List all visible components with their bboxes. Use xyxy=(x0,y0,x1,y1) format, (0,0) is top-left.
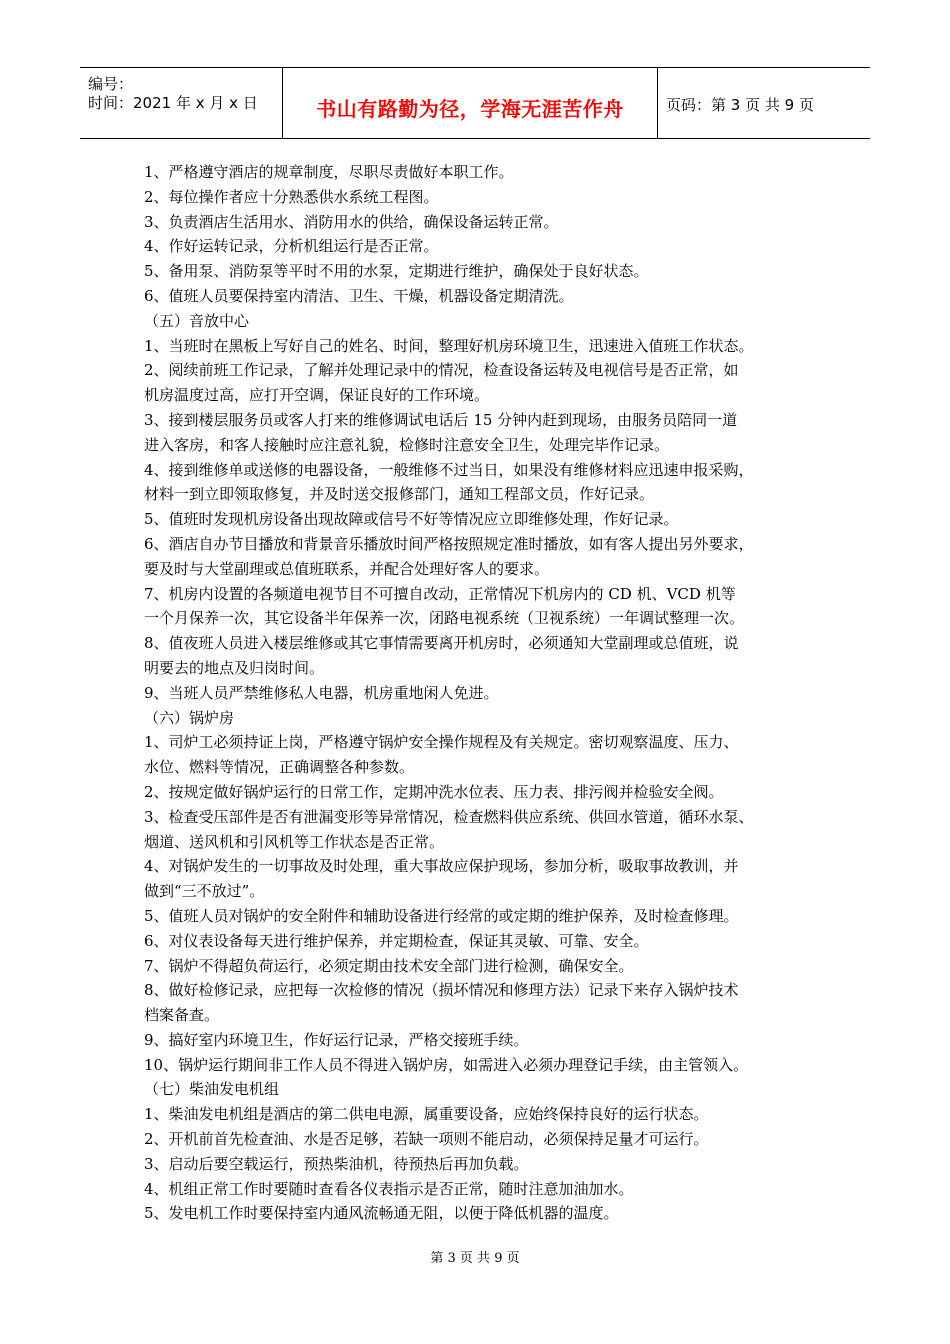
document-body xyxy=(144,160,824,1226)
text-line: 1、当班时在黑板上写好自己的姓名、时间，整理好机房环境卫生，迅速进入值班工作状态。 xyxy=(144,336,754,355)
header-info-cell xyxy=(80,68,283,138)
page-footer: 第 3 页 共 9 页 xyxy=(430,1251,520,1266)
header-motto: 书山有路勤为径，学海无涯苦作舟 xyxy=(316,97,624,121)
text-line: 一个月保养一次，其它设备半年保养一次，闭路电视系统（卫视系统）一年调试整理一次。 xyxy=(144,609,745,628)
text-line: 2、按规定做好锅炉运行的日常工作，定期冲洗水位表、压力表、排污阀并检验安全阀。 xyxy=(144,782,724,801)
text-line: 3、检查受压部件是否有泄漏变形等异常情况，检查燃料供应系统、供回水管道，循环水泵、 xyxy=(144,807,754,826)
page-header xyxy=(80,67,870,139)
text-line: 2、每位操作者应十分熟悉供水系统工程图。 xyxy=(144,187,439,206)
text-line: 7、锅炉不得超负荷运行，必须定期由技术安全部门进行检测，确保安全。 xyxy=(144,956,634,975)
text-line: 1、严格遵守酒店的规章制度，尽职尽责做好本职工作。 xyxy=(144,163,514,181)
text-line: 10、锅炉运行期间非工作人员不得进入锅炉房，如需进入必须办理登记手续，由主管领入。 xyxy=(144,1055,749,1074)
text-line: 4、对锅炉发生的一切事故及时处理，重大事故应保护现场，参加分析，吸取事故教训，并 xyxy=(144,857,739,876)
text-line: 3、启动后要空载运行，预热柴油机，待预热后再加负载。 xyxy=(144,1154,529,1173)
text-line: （五）音放中心 xyxy=(144,311,250,330)
document-time-label: 时间：2021 年 x 月 x 日 xyxy=(88,94,258,112)
text-line: 材料一到立即领取修复，并及时送交报修部门，通知工程部文员，作好记录。 xyxy=(144,485,655,504)
text-line: 5、备用泵、消防泵等平时不用的水泵，定期进行维护，确保处于良好状态。 xyxy=(144,262,649,281)
text-line: 明要去的地点及归岗时间。 xyxy=(144,658,325,677)
text-line: 档案备查。 xyxy=(144,1006,220,1025)
header-motto-cell xyxy=(283,68,658,138)
header-page-cell xyxy=(658,68,870,138)
text-line: 6、对仪表设备每天进行维护保养，并定期检查，保证其灵敏、可靠、安全。 xyxy=(144,931,649,950)
text-line: 1、司炉工必须持证上岗，严格遵守锅炉安全操作规程及有关规定。密切观察温度、压力、 xyxy=(144,733,739,752)
text-line: （六）锅炉房 xyxy=(144,708,235,727)
text-line: 烟道、送风机和引风机等工作状态是否正常。 xyxy=(144,832,445,851)
header-page-number: 页码：第 3 页 共 9 页 xyxy=(666,96,814,114)
text-line: 9、当班人员严禁维修私人电器，机房重地闲人免进。 xyxy=(144,683,499,702)
text-line: 8、值夜班人员进入楼层维修或其它事情需要离开机房时，必须通知大堂副理或总值班，说 xyxy=(144,634,739,653)
text-line: 机房温度过高，应打开空调，保证良好的工作环境。 xyxy=(144,386,490,405)
text-line: 6、酒店自办节目播放和背景音乐播放时间严格按照规定准时播放，如有客人提出另外要求， xyxy=(144,534,754,553)
text-line: 4、接到维修单或送修的电器设备，一般维修不过当日，如果没有维修材料应迅速申报采购， xyxy=(144,460,754,479)
text-line: 水位、燃料等情况，正确调整各种参数。 xyxy=(144,758,415,777)
text-line: 8、做好检修记录，应把每一次检修的情况（损坏情况和修理方法）记录下来存入锅炉技术 xyxy=(144,981,739,1000)
text-line: 5、发电机工作时要保持室内通风流畅通无阻，以便于降低机器的温度。 xyxy=(144,1204,619,1223)
text-line: 进入客房，和客人接触时应注意礼貌，检修时注意安全卫生，处理完毕作记录。 xyxy=(144,435,670,454)
text-line: 4、机组正常工作时要随时查看各仪表指示是否正常，随时注意加油加水。 xyxy=(144,1179,634,1198)
text-line: 3、负责酒店生活用水、消防用水的供给，确保设备运转正常。 xyxy=(144,212,559,231)
text-line: 做到“三不放过”。 xyxy=(144,882,265,901)
text-line: （七）柴油发电机组 xyxy=(144,1080,280,1099)
text-line: 要及时与大堂副理或总值班联系，并配合处理好客人的要求。 xyxy=(144,559,550,578)
text-line: 7、机房内设置的各频道电视节目不可擅自改动，正常情况下机房内的 CD 机、VCD 机等 xyxy=(144,584,736,603)
text-line: 6、值班人员要保持室内清洁、卫生、干燥，机器设备定期清洗。 xyxy=(144,286,574,305)
text-line: 9、搞好室内环境卫生，作好运行记录，严格交接班手续。 xyxy=(144,1030,529,1049)
text-line: 2、开机前首先检查油、水是否足够，若缺一项则不能启动，必须保持足量才可运行。 xyxy=(144,1130,709,1149)
text-line: 1、柴油发电机组是酒店的第二供电电源，属重要设备，应始终保持良好的运行状态。 xyxy=(144,1105,709,1124)
text-line: 5、值班人员对锅炉的安全附件和辅助设备进行经常的或定期的维护保养，及时检查修理。 xyxy=(144,906,739,925)
text-line: 3、接到楼层服务员或客人打来的维修调试电话后 15 分钟内赶到现场，由服务员陪同一道 xyxy=(144,410,738,429)
text-line: 4、作好运转记录，分析机组运行是否正常。 xyxy=(144,237,439,256)
text-line: 2、阅续前班工作记录，了解并处理记录中的情况，检查设备运转及电视信号是否正常，如 xyxy=(144,361,739,380)
document-number-label: 编号： xyxy=(88,75,134,93)
text-line: 5、值班时发现机房设备出现故障或信号不好等情况应立即维修处理，作好记录。 xyxy=(144,510,679,529)
